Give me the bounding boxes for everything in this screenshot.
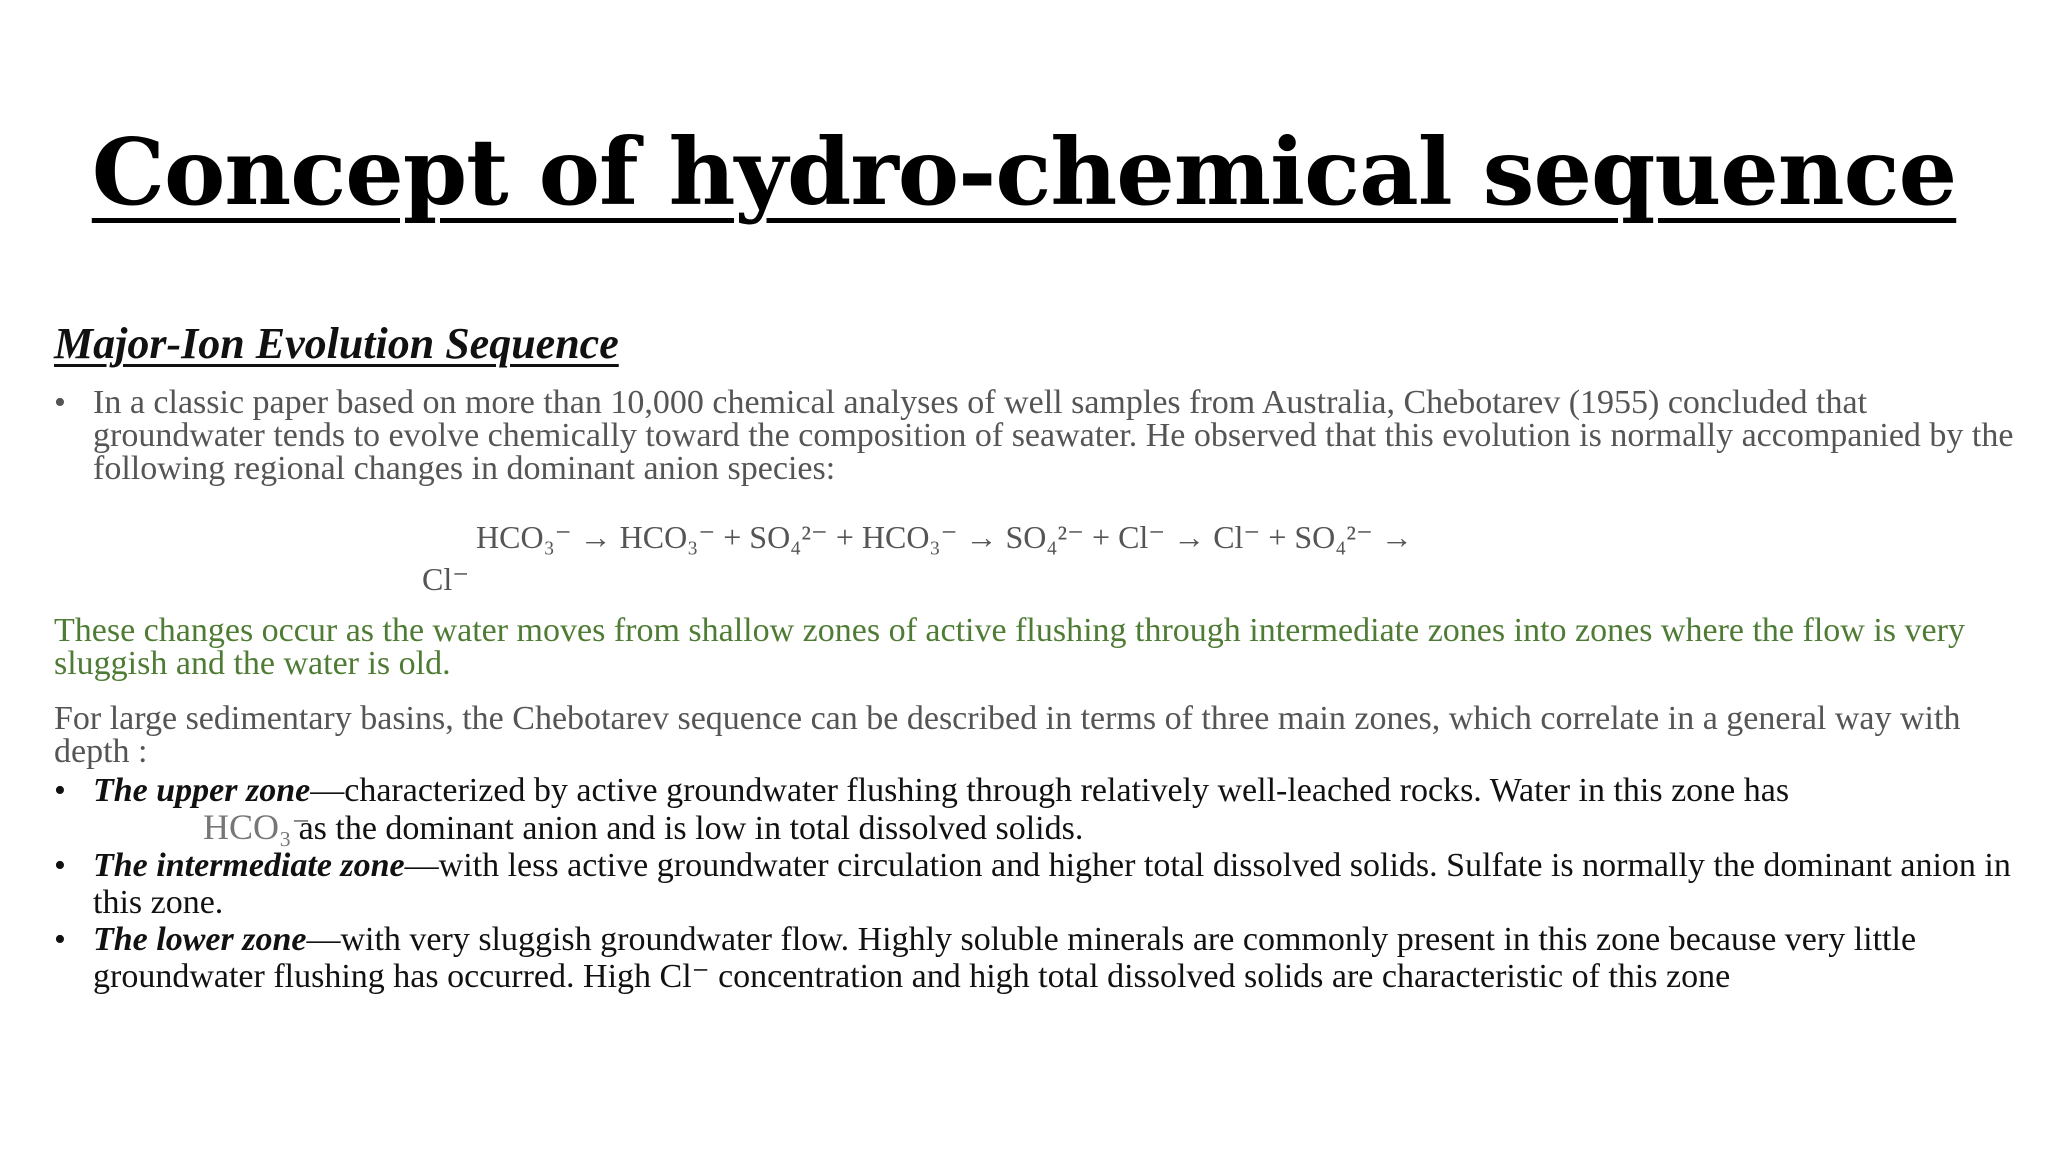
bullet-marker: • bbox=[54, 921, 66, 958]
anion-sequence-equation-end: Cl⁻ bbox=[422, 561, 470, 597]
zone-description: —characterized by active groundwater flushing through relatively well-leached rocks. Water in this zone has bbox=[310, 772, 1790, 809]
zone-term: The intermediate zone bbox=[93, 847, 405, 884]
intro-text: In a classic paper based on more than 10,000 chemical analyses of well samples from Australia, Chebotarev (1955) concluded that groundwater tends to evolve chemically toward the composition of seawater. He observed that this evolution is normally accompanied by the following regional changes in dominant anion species: bbox=[93, 384, 2014, 487]
bullet-marker: • bbox=[54, 772, 66, 809]
section-subtitle: Major-Ion Evolution Sequence bbox=[54, 319, 619, 368]
zones-list bbox=[54, 772, 2014, 995]
basins-paragraph: For large sedimentary basins, the Chebotarev sequence can be described in terms of three main zones, which correlate in a general way with depth : bbox=[54, 700, 1961, 770]
bicarbonate-formula: HCO₃⁻ bbox=[203, 807, 311, 847]
bullet-marker: • bbox=[54, 847, 66, 884]
zone-term: The upper zone bbox=[93, 772, 311, 809]
zone-description: —with very sluggish groundwater flow. Highly soluble minerals are commonly present in this zone because very little groundwater flushing has occurred. High Cl⁻ concentration and high total dissolved solids are characteristic of this zone bbox=[93, 921, 1917, 995]
zone-description: —with less active groundwater circulation and higher total dissolved solids. Sulfate is normally the dominant anion in this zone. bbox=[93, 847, 2011, 921]
bullet-marker: • bbox=[54, 384, 66, 421]
zone-item-intermediate bbox=[54, 847, 2014, 921]
zone-item-upper bbox=[54, 772, 2014, 847]
flow-note: These changes occur as the water moves from shallow zones of active flushing through intermediate zones into zones where the flow is very sluggish and the water is old. bbox=[54, 612, 1965, 682]
zone-item-lower bbox=[54, 921, 2014, 995]
slide-title: Concept of hydro-chemical sequence bbox=[91, 118, 1957, 226]
zone-term: The lower zone bbox=[93, 921, 307, 958]
zone-description-end: as the dominant anion and is low in total dissolved solids. bbox=[298, 810, 1084, 847]
anion-sequence-equation: HCO₃⁻ → HCO₃⁻ + SO₄²⁻ + HCO₃⁻ → SO₄²⁻ + Cl⁻ → Cl⁻ + SO₄²⁻ → bbox=[476, 519, 1413, 555]
intro-paragraph bbox=[54, 386, 2014, 485]
